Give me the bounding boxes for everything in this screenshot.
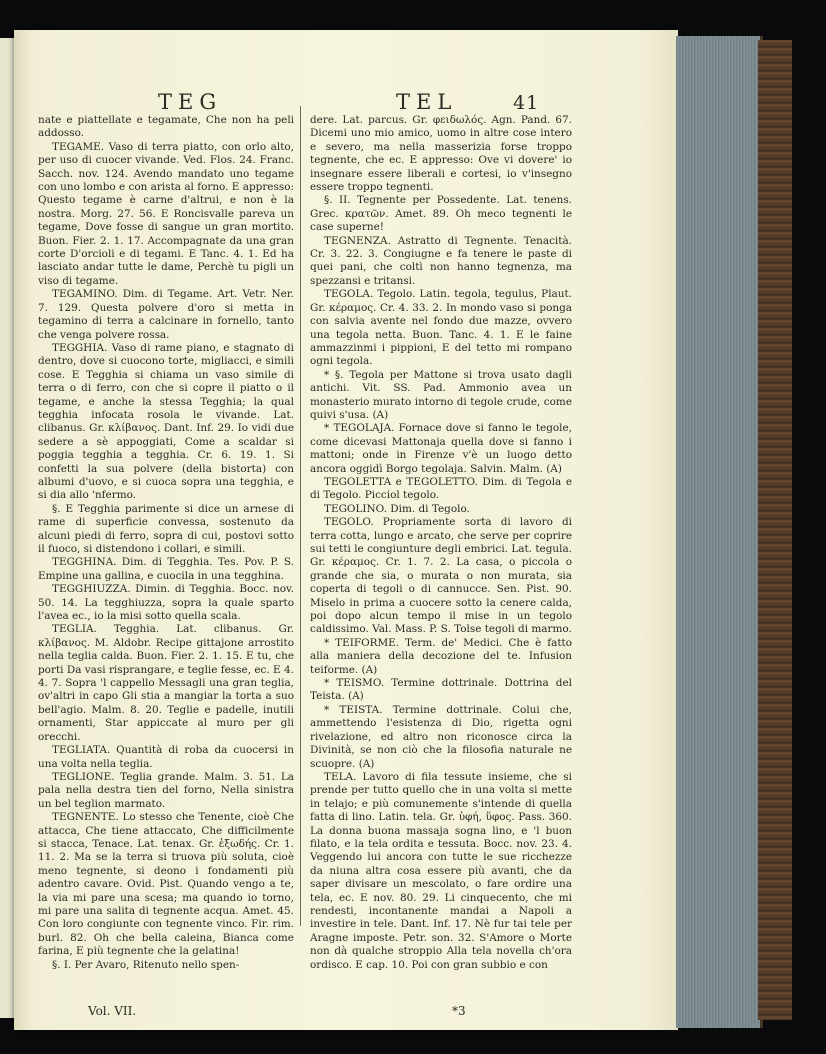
entry-paragraph: * TEIFORME. Term. de' Medici. Che è fatto alla maniera della decozione del te. Infusion teiforme. (A) [310,636,572,676]
right-column [310,114,572,972]
entry-paragraph: TELA. Lavoro di fila tessute insieme, che si prende per tutto quello che in una volta si mette in telajo; e più comunemente s'intende di quella fatta di lino. Latin. tela. Gr. ὑφή, ὕφος. Pass. 360. La donna buona massaja sogna lino, e 'l buon filato, e la tela ordita e tessuta. Bocc. nov. 23. 4. Veggendo lui ancora con tutte le sue ricchezze da niuna altra cosa essere più avanti, che da saper divisare un mescolato, o fare ordire una tela, ec. E nov. 80. 29. Li cinquecento, che mi rendesti, incontanente mandai a Napoli a investire in tele. Dant. Inf. 17. Nè fur tai tele per Aragne imposte. Petr. son. 32. S'Amore o Morte non dà qualche stroppio Alla tela novella ch'ora ordisco. E cap. 10. Poi con gran subbio e con [310,770,572,971]
entry-paragraph: TEGGHIA. Vaso di rame piano, e stagnato di dentro, dove si cuocono torte, migliacci, e simili cose. E Tegghia si chiama un vaso simile di terra o di ferro, con che si copre il piatto o il tegame, e anche la stessa Tegghia; la qual tegghia infocata rosola le vivande. Lat. clibanus. Gr. κλίβανος. Dant. Inf. 29. Io vidi due sedere a sè appoggiati, Come a scaldar si poggia tegghia a tegghia. Cr. 6. 19. 1. Si confetti la sua polvere (della bistorta) con albumi d'uovo, e si cuoca sopra una tegghia, e si dia allo 'nfermo. [38,341,294,502]
entry-paragraph: §. I. Per Avaro, Ritenuto nello spen- [52,958,240,971]
entry-paragraph: nate e piattellate e tegamate, Che non ha peli addosso. [38,114,294,140]
entry-paragraph: TEGLIA. Tegghia. Lat. clibanus. Gr. κλίβανος. M. Aldobr. Recipe gittajone arrostito nella teglia calda. Buon. Fier. 2. 1. 15. E tu, che porti Da vasi risprangare, e teglie fesse, ec. E 4. 4. 7. Sopra 'l cappello Messagli una gran teglia, ov'altri in capo Gli stia a mangiar la torta a suo bell'agio. Malm. 8. 20. Teglie e padelle, inutili ornamenti, Star appiccate al muro per gli orecchi. [38,623,294,743]
entry-paragraph: TEGLIONE. Teglia grande. Malm. 3. 51. La pala nella destra tien del forno, Nella sinistra un bel teglion marmato. [38,770,294,810]
entry-paragraph: TEGOLO. Propriamente sorta di lavoro di terra cotta, lungo e arcato, che serve per coprire sui tetti le congiunture degli embrici. Lat. tegula. Gr. κέραμος. Cr. 1. 7. 2. La casa, o piccola o grande che sia, o murata o non murata, sia coperta di tegoli o di cannucce. Sen. Pist. 90. Miselo in prima a cuocere sotto la cenere calda, poi dopo alcun tempo il mise in un tegolo caldissimo. Val. Mass. P. S. Tolse tegoli di marmo. [310,516,572,636]
entry-paragraph: TEGOLINO. Dim. di Tegolo. [324,502,470,515]
entry-paragraph: TEGOLA. Tegolo. Latin. tegola, tegulus, Plaut. Gr. κέραμος. Cr. 4. 33. 2. In mondo vaso si ponga con salvia avente nel fondo due mazze, ovvero una tegola netta. Buon. Tanc. 4. 1. E le faine ammazzinmi i pippioni, E del tetto mi rompano ogni tegola. [310,288,572,368]
entry-paragraph: TEGNENZA. Astratto di Tegnente. Tenacità. Cr. 3. 22. 3. Congiugne e fa tenere le paste di quei pani, che coltì non hanno tegnenza, ma spezzansi e tritansi. [310,234,572,287]
entry-paragraph: dere. Lat. parcus. Gr. φειδωλός. Agn. Pand. 67. Dicemi uno mio amico, uomo in altre cose intero e severo, ma nella masserizia forse troppo tegnente, che ec. E appresso: Ove vi dovere' io insegnare essere liberali e cortesi, io v'insegno essere troppo tegnenti. [310,114,572,194]
entry-paragraph: * TEISMO. Termine dottrinale. Dottrina del Teista. (A) [310,677,572,703]
entry-paragraph: TEGLIATA. Quantità di roba da cuocersi in una volta nella teglia. [38,744,294,770]
entry-paragraph: TEGGHIUZZA. Dimin. di Tegghia. Bocc. nov. 50. 14. La tegghiuzza, sopra la quale spartо l'avea ec., io la misi sotto quella scala. [38,583,294,623]
volume-label: Vol. VII. [88,1004,137,1018]
entry-paragraph: * TEISTA. Termine dottrinale. Colui che, ammettendo l'esistenza di Dio, rigetta ogni rivelazione, ed altro non riconosce circa la Divinità, se non ciò che la filosofia naturale ne scuopre. (A) [310,703,572,770]
running-head-left: TEG [158,90,223,114]
running-head-center: TEL [396,90,458,114]
signature-mark: *3 [452,1004,466,1018]
column-rule [300,106,301,926]
entry-paragraph: * §. Tegola per Mattone si trova usato dagli antichi. Vit. SS. Pad. Ammonio avea un monasterio murato intorno di tegole crude, come quivi s'usa. (A) [310,368,572,421]
entry-paragraph: TEGAME. Vaso di terra piatto, con orlo alto, per uso di cuocer vivande. Ved. Flos. 24. Franc. Sacch. nov. 124. Avendo mandato uno tegame con uno lombo e con arista al forno. E appresso: Questo tegame è carne d'altrui, e non è la nostra. Morg. 27. 56. E Roncisvalle pareva un tegame, Dove fosse di sangue un gran mortito. Buon. Fier. 2. 1. 17. Accompagnate da una gran corte D'orcioli e di tegami. E Tanc. 4. 1. Ed ha lasciato andar tutte le dame, Perchè tu pigli un viso di tegame. [38,140,294,287]
entry-paragraph: * TEGOLAJA. Fornace dove si fanno le tegole, come dicevasi Mattonaja quella dove si fanno i mattoni; onde in Firenze v'è un luogo detto ancora oggidì Borgo tegolaja. Salvin. Malm. (A) [310,422,572,475]
entry-paragraph: TEGNENTE. Lo stesso che Tenente, cioè Che attacca, Che tiene attaccato, Che difficilmente si stacca, Tenace. Lat. tenax. Gr. ἑξωδής. Cr. 1. 11. 2. Ma se la terra si truova più soluta, cioè meno tegnente, si deono i fondamenti più adentro cavare. Ovid. Pist. Quando vengo a te, la via mi pare una scesa; ma quando io torno, mi pare una salita di tegnente acqua. Amet. 45. Con loro congiunte con tegnente vinco. Fir. rim. burl. 82. Oh che bella caleina, Bianca come farina, E più tegnente che la gelatina! [38,811,294,958]
entry-paragraph: TEGAMINO. Dim. di Tegame. Art. Vetr. Ner. 7. 129. Questa polvere d'oro si metta in tegamino di terra a calcinare in fornello, tanto che venga polvere rossa. [38,288,294,341]
book-cover [758,40,792,1020]
entry-paragraph: TEGOLETTA e TEGOLETTO. Dim. di Tegola e di Tegolo. Picciol tegolo. [310,475,572,502]
previous-page-edge [0,38,15,1018]
entry-paragraph: TEGGHINA. Dim. di Tegghia. Tes. Pov. P. S. Empine una gallina, e cuocila in una tegghina. [38,556,294,582]
entry-paragraph: §. E Tegghia parimente si dice un arnese di rame di superficie convessa, sostenuto da alcuni piedi di ferro, sopra di cui, postovi sotto il fuoco, si distendono i collari, e simili. [38,502,294,555]
entry-paragraph: §. II. Tegnente per Possedente. Lat. tenens. Grec. κρατῶν. Amet. 89. Oh meco tegnenti le case superne! [310,194,572,234]
page-block-edge [676,36,763,1028]
left-column [38,114,294,972]
page-number: 41 [513,92,540,114]
